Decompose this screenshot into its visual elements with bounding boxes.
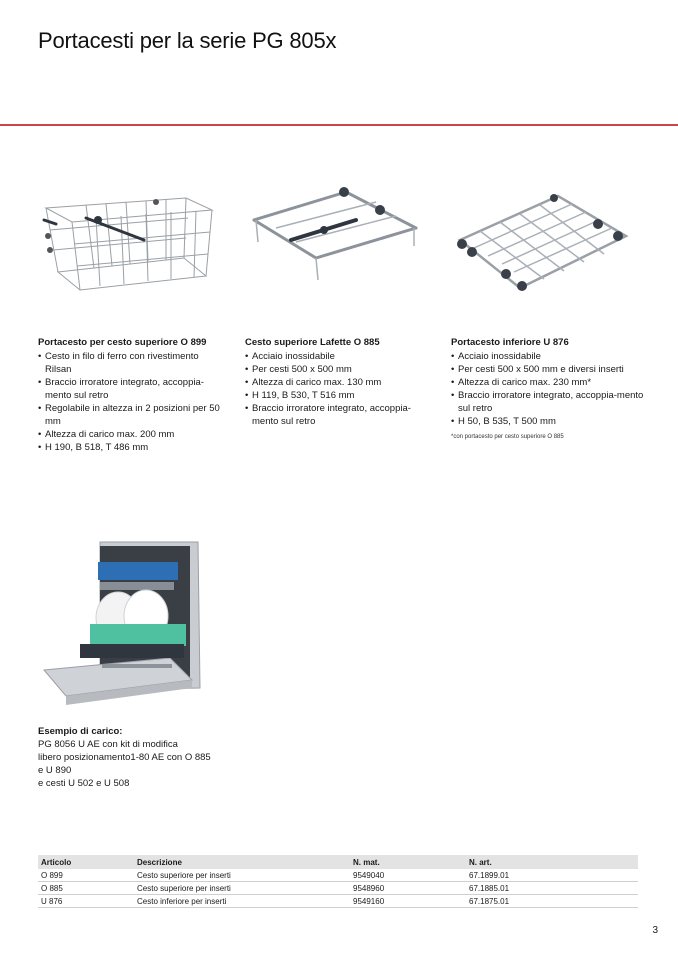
table-row [38,869,638,882]
article-table [38,855,638,908]
feature-item: • Braccio irroratore integrato, accoppia-mento sul retro [451,389,651,415]
rack-u876-photo [450,188,632,298]
feature-item: • Altezza di carico max. 200 mm [38,428,226,441]
feature-item: • Regolabile in altezza in 2 posizioni per 50 mm [38,402,226,428]
feature-item: • Acciaio inossidabile [451,350,651,363]
product-u876 [451,336,651,441]
dishwasher-example-photo [40,540,205,710]
cell-articolo: U 876 [38,895,134,908]
cell-n-art: 67.1899.01 [466,869,638,882]
feature-list [451,350,651,428]
table-row [38,882,638,895]
cell-n-mat: 9549040 [350,869,466,882]
footnote: *con portacesto per cesto superiore O 885 [451,434,564,440]
cell-descrizione: Cesto superiore per inserti [134,882,350,895]
example-heading: Esempio di carico: [38,726,123,737]
cell-descrizione: Cesto inferiore per inserti [134,895,350,908]
cell-articolo: O 885 [38,882,134,895]
cell-n-mat: 9549160 [350,895,466,908]
table-header-row [38,855,638,869]
cell-n-art: 67.1875.01 [466,895,638,908]
table-row [38,895,638,908]
header-divider [0,124,678,126]
product-name: Portacesto inferiore U 876 [451,337,569,348]
feature-item: • Altezza di carico max. 130 mm [245,376,435,389]
product-name: Cesto superiore Lafette O 885 [245,337,380,348]
feature-item: • Braccio irroratore integrato, accoppia-mento sul retro [245,402,435,428]
feature-item: • H 190, B 518, T 486 mm [38,441,226,454]
page-title: Portacesti per la serie PG 805x [38,28,337,53]
feature-list [38,350,226,454]
feature-item: • Acciaio inossidabile [245,350,435,363]
feature-list [245,350,435,428]
example-text: PG 8056 U AE con kit di modifica libero posizionamento1-80 AE con O 885 e U 890 e cesti U 502 e U 508 [38,739,211,789]
cell-n-art: 67.1885.01 [466,882,638,895]
header-articolo: Articolo [38,855,134,869]
cell-n-mat: 9548960 [350,882,466,895]
cell-descrizione: Cesto superiore per inserti [134,869,350,882]
header-n-art: N. art. [466,855,638,869]
feature-item: • Per cesti 500 x 500 mm e diversi inserti [451,363,651,376]
product-name: Portacesto per cesto superiore O 899 [38,337,207,348]
product-o885 [245,336,435,428]
header-descrizione: Descrizione [134,855,350,869]
feature-item: • Altezza di carico max. 230 mm* [451,376,651,389]
feature-item: • Cesto in filo di ferro con rivestimento Rilsan [38,350,226,376]
lafette-o885-photo [246,180,424,290]
header-n-mat: N. mat. [350,855,466,869]
page-number: 3 [652,925,658,936]
feature-item: • H 50, B 535, T 500 mm [451,415,651,428]
loading-example [38,725,211,790]
cell-articolo: O 899 [38,869,134,882]
feature-item: • Per cesti 500 x 500 mm [245,363,435,376]
basket-o899-photo [36,180,218,300]
feature-item: • Braccio irroratore integrato, accoppia-mento sul retro [38,376,226,402]
feature-item: • H 119, B 530, T 516 mm [245,389,435,402]
product-o899 [38,336,226,454]
